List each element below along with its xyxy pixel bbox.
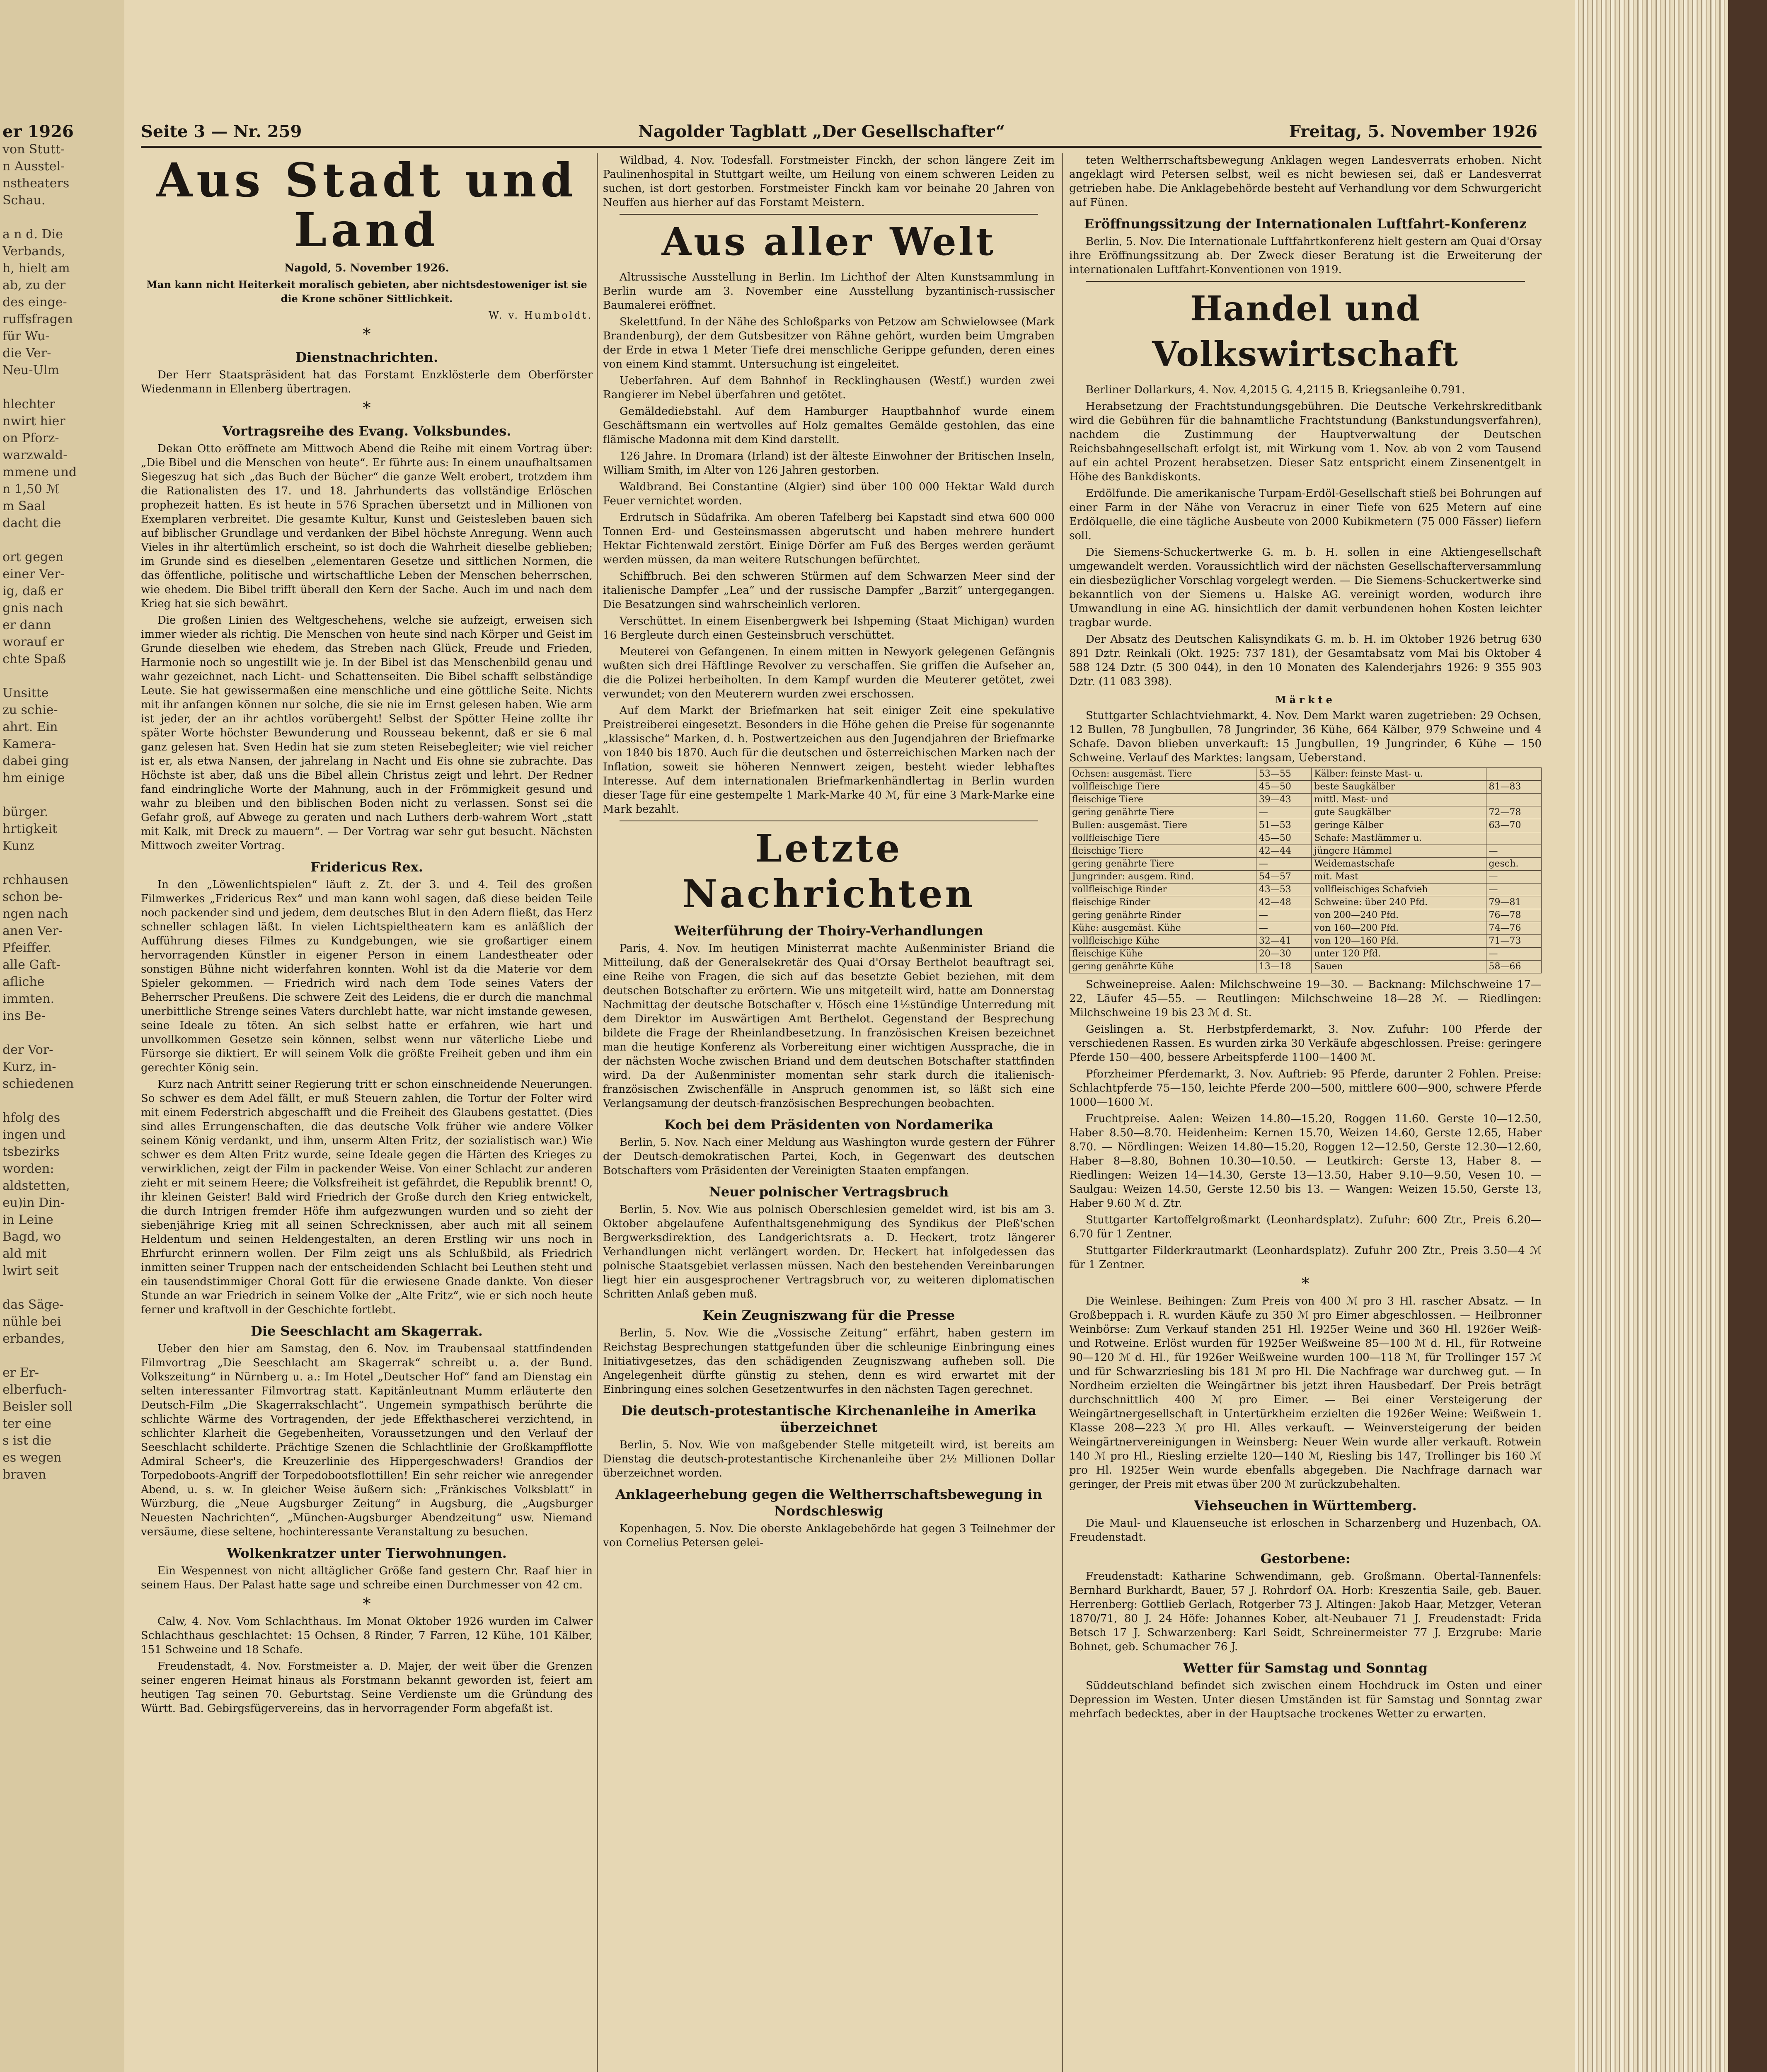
table-cell-price: 74—76 xyxy=(1486,922,1542,935)
article-heading: Wolkenkratzer unter Tierwohnungen. xyxy=(227,1545,507,1561)
article-text: Wildbad, 4. Nov. Todesfall. Forstmeister Finckh, der schon längere Zeit im Paulinenhospital in Stuttgart weilte, um Heilung von einem schweren Leiden zu suchen, ist dort gestorben. Forstmeister Finckh kam vor beinahe 20 Jahren von Neuffen aus hierher auf das Forstamt Meistern. xyxy=(603,154,1055,209)
table-cell-label: fleischige Kühe xyxy=(1070,948,1256,961)
previous-page-line xyxy=(2,1024,119,1041)
previous-page-line: afliche xyxy=(2,975,45,989)
separator-star: * xyxy=(1301,1274,1310,1293)
table-cell-label: vollfleischige Kühe xyxy=(1070,935,1256,948)
article-heading: Viehseuchen in Württemberg. xyxy=(1194,1498,1417,1513)
table-cell-price: 53—55 xyxy=(1256,768,1311,781)
cattle-price-table xyxy=(1069,767,1542,973)
article-text: Kurz nach Antritt seiner Regierung tritt er schon einschneidende Neuerungen. So schwer es dem Adel fällt, er muß Steuern zahlen, die Tortur der Folter wird mit einem Federstrich abgeschafft und die Freiheit des Glaubens gestattet. (Dies sind alles Errungenschaften, die das deutsche Volk früher wie andere Völker seinem König verdankt, und ihm, unserm Alten Fritz, der sozialistisch war.) Wie schwer es dem Alten Fritz wurde, seine Ideale gegen die Härten des Krieges zu verwirklichen, zeigt der Film in packender Weise. Von einer Schlacht zur anderen zieht er mit seinem Heere; die Volksfreiheit ist gefährdet, die Republik brennt! O, ihr kleinen Geister! Bald wird Friedrich der Große durch den Krieg entwickelt, die durch Intrigen fremder Höfe ihm aufgezwungen wurden und so zieht der siebenjährige Krieg mit all seinen Schrecknissen, aber auch mit all seinem Heldentum und seinen Heldengestalten, an deren Erstling wir uns noch in Ehrfurcht erinnern wollen. Der Film zeigt uns als Schlußbild, als Friedrich inmitten seiner Truppen nach der entscheidenden Schlacht bei Leuthen steht und ein tausendstimmiger Choral Gott für die erwiesene Gnade dankte. Von dieser Stunde an war Friedrich in seinem Volke der „Alte Fritz“, wie er sich noch heute ferner und kraftvoll in der Geschichte fortlebt. xyxy=(141,1078,593,1316)
previous-page-line xyxy=(2,379,119,396)
previous-page-line: warzwald- xyxy=(2,448,68,462)
previous-page-line: des einge- xyxy=(2,295,67,310)
previous-page-line: worden: xyxy=(2,1162,54,1176)
previous-page-line: es wegen xyxy=(2,1450,62,1465)
divider xyxy=(620,214,1038,215)
article-heading: Die Seeschlacht am Skagerrak. xyxy=(251,1323,483,1339)
article-text: Der Herr Staatspräsident hat das Forstamt Enzklösterle dem Oberförster Wiedenmann in Ellenberg übertragen. xyxy=(141,369,593,395)
previous-page-line: immten. xyxy=(2,992,55,1006)
article-heading: Koch bei dem Präsidenten von Nordamerika xyxy=(664,1117,994,1133)
separator-star: * xyxy=(363,399,371,417)
table-cell-price: — xyxy=(1256,922,1311,935)
previous-page-line: tsbezirks xyxy=(2,1145,60,1159)
previous-page-line: schon be- xyxy=(2,890,63,904)
article-heading: Neuer polnischer Vertragsbruch xyxy=(709,1184,949,1200)
table-cell-label: beste Saugkälber xyxy=(1312,781,1486,794)
table-cell-label: fleischige Tiere xyxy=(1070,845,1256,858)
previous-page-line: ahrt. Ein xyxy=(2,720,58,734)
table-row xyxy=(1070,935,1542,948)
table-cell-price: 51—53 xyxy=(1256,819,1311,832)
article-text: Berlin, 5. Nov. Die Internationale Luftfahrtkonferenz hielt gestern am Quai d'Orsay ihre Eröffnungssitzung ab. Der Zweck dieser Beratung ist die Erweiterung der internationalen Luftfahrt-Konventionen von 1919. xyxy=(1069,235,1542,276)
section-title-handel: Handel und Volkswirtschaft xyxy=(1152,289,1459,374)
markets-heading: Märkte xyxy=(1275,694,1336,706)
article-heading: Eröffnungssitzung der Internationalen Luftfahrt-Konferenz xyxy=(1084,216,1527,232)
article-heading: Wetter für Samstag und Sonntag xyxy=(1183,1660,1428,1676)
article-text: Erdrutsch in Südafrika. Am oberen Tafelberg bei Kapstadt sind etwa 600 000 Tonnen Erd- und Gesteinsmassen abgerutscht und haben mehrere hundert Hektar Fichtenwald zerstört. Einige Dörfer am Fuß des Berges werden geräumt werden müssen, da man weitere Rutschungen befürchtet. xyxy=(603,511,1055,566)
previous-page-line: lwirt seit xyxy=(2,1264,59,1278)
table-cell-label: Kühe: ausgemäst. Kühe xyxy=(1070,922,1256,935)
previous-page-line: s ist die xyxy=(2,1433,52,1448)
previous-page-line xyxy=(2,668,119,685)
article-text: Meuterei von Gefangenen. In einem mitten in Newyork gelegenen Gefängnis wußten sich drei Häftlinge Revolver zu verschaffen. Sie griffen die Aufseher an, die die Polizei herbeiholten. In dem Kampf wurden die Meuterer getötet, zwei verwundet; von den Meuterern wurden zwei erschossen. xyxy=(603,646,1055,700)
table-cell-label: von 200—240 Pfd. xyxy=(1312,909,1486,922)
table-cell-label: Kälber: feinste Mast- u. xyxy=(1312,768,1486,781)
table-cell-label: gering genährte Tiere xyxy=(1070,806,1256,819)
previous-page-line: Unsitte xyxy=(2,686,49,700)
motto-author: W. v. Humboldt. xyxy=(489,310,593,321)
table-cell-label: mittl. Mast- und xyxy=(1312,794,1486,806)
article-text: Ein Wespennest von nicht alltäglicher Größe fand gestern Chr. Raaf hier in seinem Haus. Der Palast hatte sage und schreibe einen Durchmesser von 42 cm. xyxy=(141,1565,593,1591)
previous-page-line: Pfeiffer. xyxy=(2,941,52,955)
table-cell-price: 63—70 xyxy=(1486,819,1542,832)
article-heading: Die deutsch-protestantische Kirchenanleihe in Amerika überzeichnet xyxy=(621,1403,1037,1435)
article-text: Auf dem Markt der Briefmarken hat seit einiger Zeit eine spekulative Preistreiberei eingesetzt. Besonders in die Höhe gehen die Preise für sogenannte „klassische“ Marken, d. h. Postwertzeichen aus den Jugendjahren der Briefmarke von 1840 bis 1870. Auch für die deutschen und österreichischen Marken nach der Inflation, soweit sie höheren Nennwert zeigen, besteht wieder lebhaftes Interesse. Auf dem internationalen Briefmarkenhändlertag in Berlin wurden dieser Tage für eine gestempelte 1 Mark-Marke 40 ℳ, für eine 3 Mark-Marke eine Mark bezahlt. xyxy=(603,704,1055,816)
table-row xyxy=(1070,858,1542,871)
article-text: Stuttgarter Filderkrautmarkt (Leonhardsplatz). Zufuhr 200 Ztr., Preis 3.50—4 ℳ für 1 Zentner. xyxy=(1069,1244,1542,1271)
table-cell-price xyxy=(1486,768,1542,781)
previous-page-line: Kamera- xyxy=(2,737,56,751)
section-title-stadt-land: Aus Stadt und Land xyxy=(156,153,577,257)
previous-page-line: a n d. Die xyxy=(2,227,63,242)
table-cell-price: 79—81 xyxy=(1486,896,1542,909)
article-text: Berlin, 5. Nov. Wie die „Vossische Zeitung“ erfährt, haben gestern im Reichstag Besprechungen stattgefunden über die schleunige Einbringung eines Initiativgesetzes, das den schädigenden Zeugniszwang aufheben soll. Die Angelegenheit dürfte günstig zu stehen, denn es wird erwartet mit der Einbringung eines solchen Gesetzentwurfes in den nächsten Tagen gerechnet. xyxy=(603,1327,1055,1396)
table-cell-label: Ochsen: ausgemäst. Tiere xyxy=(1070,768,1256,781)
table-cell-label: geringe Kälber xyxy=(1312,819,1486,832)
article-text: Stuttgarter Kartoffelgroßmarkt (Leonhardsplatz). Zufuhr: 600 Ztr., Preis 6.20—6.70 für 1 Zentner. xyxy=(1069,1214,1542,1240)
previous-page-line: dabei ging xyxy=(2,754,69,768)
previous-page-line: er dann xyxy=(2,618,51,632)
table-cell-price: — xyxy=(1256,909,1311,922)
article-text: Kopenhagen, 5. Nov. Die oberste Anklagebehörde hat gegen 3 Teilnehmer der von Cornelius Petersen gelei- xyxy=(603,1523,1055,1549)
table-cell-label: gering genährte Kühe xyxy=(1070,961,1256,973)
previous-page-line: bürger. xyxy=(2,805,48,819)
article-text: Der Absatz des Deutschen Kalisyndikats G. m. b. H. im Oktober 1926 betrug 630 891 Dztr. Reinkali (Okt. 1925: 737 181), der Gesamtabsatz vom Mai bis Oktober 4 588 124 Dztr. (5 300 044), in den 10 Monaten des Kalenderjahrs 1926: 9 355 903 Dztr. (11 083 398). xyxy=(1069,633,1542,688)
previous-page-line: nstheaters xyxy=(2,176,70,191)
table-cell-price: 13—18 xyxy=(1256,961,1311,973)
table-cell-price: — xyxy=(1486,948,1542,961)
previous-page-header: er 1926 xyxy=(2,122,74,141)
article-text: Herabsetzung der Frachtstundungsgebühren. Die Deutsche Verkehrskreditbank wird die Gebühren für die bahnamtliche Frachtstundung (Bankstundungsverfahren), nachdem die Zustimmung der Hauptverwaltung der Deutschen Reichsbahngesellschaft erfolgt ist, mit Wirkung vom 1. Nov. ab von 2 vom Tausend auf ein achtel Prozent herabsetzen. Dieser Satz entspricht einem Zinsenentgelt in Höhe des Bankdiskonts. xyxy=(1069,400,1542,483)
table-cell-label: Schafe: Mastlämmer u. xyxy=(1312,832,1486,845)
table-row xyxy=(1070,871,1542,884)
previous-page-line: Schau. xyxy=(2,193,46,208)
table-cell-price: 42—48 xyxy=(1256,896,1311,909)
previous-page-line: einer Ver- xyxy=(2,567,65,581)
previous-page-line: mmene und xyxy=(2,465,77,479)
column-divider xyxy=(597,153,598,2072)
table-cell-label: fleischige Tiere xyxy=(1070,794,1256,806)
table-cell-price xyxy=(1486,794,1542,806)
previous-page-line: der Vor- xyxy=(2,1043,53,1057)
table-row xyxy=(1070,845,1542,858)
previous-page-line: rchhausen xyxy=(2,873,69,887)
table-cell-price: 81—83 xyxy=(1486,781,1542,794)
page-header xyxy=(141,122,1537,147)
table-row xyxy=(1070,832,1542,845)
article-text: Die Siemens-Schuckertwerke G. m. b. H. sollen in eine Aktiengesellschaft umgewandelt werden. Voraussichtlich wird der nächsten Gesellschafterversammlung ein diesbezüglicher Vorschlag vorgelegt werden. — Die Siemens-Schuckertwerke sind bekanntlich von der Siemens u. Halske AG. vereinigt worden, wodurch ihre Umwandlung in eine AG. hinsichtlich der damit verbundenen hohen Kosten leichter tragbar wurde. xyxy=(1069,546,1542,629)
article-text: Erdölfunde. Die amerikanische Turpam-Erdöl-Gesellschaft stieß bei Bohrungen auf einer Farm in der Nähe von Veracruz in einer Tiefe von 625 Metern auf eine Erdölquelle, die eine tägliche Ausbeute von 2000 Kubikmetern (75 000 Fässer) liefern soll. xyxy=(1069,487,1542,542)
section-title-aller-welt: Aus aller Welt xyxy=(661,219,996,264)
table-cell-label: vollfleischige Tiere xyxy=(1070,832,1256,845)
table-cell-price: 43—53 xyxy=(1256,884,1311,896)
previous-page-line: hm einige xyxy=(2,771,65,785)
previous-page-line: Bagd, wo xyxy=(2,1230,61,1244)
table-cell-label: Jungrinder: ausgem. Rind. xyxy=(1070,871,1256,884)
article-heading: Weiterführung der Thoiry-Verhandlungen xyxy=(674,923,984,939)
previous-page-line xyxy=(2,1092,119,1109)
table-cell-price: 54—57 xyxy=(1256,871,1311,884)
dateline: Nagold, 5. November 1926. xyxy=(284,262,449,274)
article-text: Paris, 4. Nov. Im heutigen Ministerrat machte Außenminister Briand die Mitteilung, daß der Generalsekretär des Quai d'Orsay Berthelot beauftragt sei, eine Reihe von Fragen, die sich auf das besetzte Gebiet beziehen, mit dem deutschen Botschafter zu erörtern. Wie uns mitgeteilt wird, hatte am Donnerstag Nachmittag der deutsche Botschafter v. Hösch eine 1½stündige Unterredung mit dem Direktor im Auswärtigen Amt Berthelot. Gegenstand der Besprechung bildete die Frage der Rheinlandbesetzung. In französischen Kreisen bezeichnet man die heutige Konferenz als Vorbereitung einer wichtigen Aussprache, die in der nächsten Woche zwischen Briand und dem deutschen Botschafter stattfinden wird. Da der Außenminister momentan sehr stark durch die italienisch-französischen Zwischenfälle in Anspruch genommen ist, so läßt sich eine Verlangsamung der deutsch-französischen Besprechungen beobachten. xyxy=(603,942,1055,1110)
column-2 xyxy=(603,153,1055,2072)
table-cell-price: 20—30 xyxy=(1256,948,1311,961)
article-text: Berlin, 5. Nov. Wie von maßgebender Stelle mitgeteilt wird, ist bereits am Dienstag die deutsch-protestantische Kirchenanleihe über 2½ Millionen Dollar überzeichnet worden. xyxy=(603,1439,1055,1479)
previous-page-line: nwirt hier xyxy=(2,414,65,428)
issue-date: Freitag, 5. November 1926 xyxy=(1289,122,1537,141)
article-text: Gemäldediebstahl. Auf dem Hamburger Hauptbahnhof wurde einem Geschäftsmann ein wertvolles auf Holz gemaltes Gemälde gestohlen, das eine flämische Madonna mit dem Kind darstellt. xyxy=(603,405,1055,446)
article-text: Fruchtpreise. Aalen: Weizen 14.80—15.20, Roggen 11.60. Gerste 10—12.50, Haber 8.50—8.70. Heidenheim: Kernen 15.70, Weizen 14.60, Gerste 12.65, Haber 8.70. — Nördlingen: Weizen 14.80—15.20, Roggen 12—12.50, Gerste 12.30—12.60, Haber 8—8.80, Bohnen 10.30—10.50. — Leutkirch: Gerste 13, Haber 8. — Riedlingen: Weizen 14—14.30, Gerste 13—13.50, Haber 9.10—9.50, Vesen 10. — Saulgau: Weizen 14.50, Gerste 12.50 bis 13. — Wangen: Weizen 15.50, Gerste 13, Haber 9.60 ℳ d. Ztr. xyxy=(1069,1113,1542,1210)
table-cell-price: 39—43 xyxy=(1256,794,1311,806)
previous-page-line: m Saal xyxy=(2,499,46,513)
divider xyxy=(1086,281,1525,282)
article-text: Berlin, 5. Nov. Wie aus polnisch Oberschlesien gemeldet wird, ist bis am 3. Oktober abgelaufene Aufenthaltsgenehmigung des Syndikus der Pleß'schen Bergwerksdirektion, des Landgerichtsrats a. D. Heckert, trotz längerer Verhandlungen nicht verlängert worden. Dr. Heckert hat infolgedessen das polnische Staatsgebiet verlassen müssen. Nach den bestehenden Vereinbarungen liegt hier ein ausgesprochener Vertragsbruch vor, zu weiteren diplomatischen Schritten Anlaß geben muß. xyxy=(603,1203,1055,1300)
previous-page-line xyxy=(2,532,119,549)
article-text: Berlin, 5. Nov. Nach einer Meldung aus Washington wurde gestern der Führer der Deutsch-demokratischen Partei, Koch, in Gegenwart des deutschen Botschafters vom Präsidenten der Vereinigten Staaten empfangen. xyxy=(603,1136,1055,1177)
previous-page-text xyxy=(2,141,119,1483)
separator-star: * xyxy=(363,325,371,343)
previous-page-line xyxy=(2,1347,119,1364)
table-row xyxy=(1070,896,1542,909)
previous-page-line: hfolg des xyxy=(2,1111,61,1125)
table-cell-price: 45—50 xyxy=(1256,781,1311,794)
table-cell-price: 58—66 xyxy=(1486,961,1542,973)
article-text: Altrussische Ausstellung in Berlin. Im Lichthof der Alten Kunstsammlung in Berlin wurde am 3. November eine Ausstellung byzantinisch-russischer Baumalerei eröffnet. xyxy=(603,271,1055,312)
article-text: Ueberfahren. Auf dem Bahnhof in Recklinghausen (Westf.) wurden zwei Rangierer im Nebel überfahren und getötet. xyxy=(603,375,1055,401)
previous-page-line: n Ausstel- xyxy=(2,159,65,174)
previous-page-line xyxy=(2,787,119,804)
previous-page-line: elberfuch- xyxy=(2,1382,67,1397)
article-text: Calw, 4. Nov. Vom Schlachthaus. Im Monat Oktober 1926 wurden im Calwer Schlachthaus geschlachtet: 15 Ochsen, 8 Rinder, 7 Farren, 12 Kühe, 101 Kälber, 151 Schweine und 18 Schafe. xyxy=(141,1615,593,1656)
previous-page-line: aldstetten, xyxy=(2,1179,70,1193)
table-cell-price: 32—41 xyxy=(1256,935,1311,948)
table-cell-price: — xyxy=(1256,806,1311,819)
table-cell-label: Bullen: ausgemäst. Tiere xyxy=(1070,819,1256,832)
previous-page-line: alle Gaft- xyxy=(2,958,61,972)
table-row xyxy=(1070,922,1542,935)
article-heading: Gestorbene: xyxy=(1260,1551,1351,1566)
previous-page-line: Kunz xyxy=(2,839,34,853)
previous-page-line xyxy=(2,854,119,871)
page-number: Seite 3 — Nr. 259 xyxy=(141,122,302,141)
table-row xyxy=(1070,768,1542,781)
table-row xyxy=(1070,948,1542,961)
table-cell-price: 71—73 xyxy=(1486,935,1542,948)
article-text: Berliner Dollarkurs, 4. Nov. 4,2015 G. 4,2115 B. Kriegsanleihe 0.791. xyxy=(1086,384,1465,396)
table-cell-price: gesch. xyxy=(1486,858,1542,871)
previous-page-line: von Stutt- xyxy=(2,142,65,157)
separator-star: * xyxy=(363,1595,371,1613)
previous-page-line: Neu-Ulm xyxy=(2,363,59,378)
previous-page-line: er Er- xyxy=(2,1365,39,1380)
table-cell-label: vollfleischige Tiere xyxy=(1070,781,1256,794)
article-heading: Anklageerhebung gegen die Weltherrschaftsbewegung in Nordschleswig xyxy=(615,1486,1042,1519)
article-text: Dekan Otto eröffnete am Mittwoch Abend die Reihe mit einem Vortrag über: „Die Bibel und die Menschen von heute“. Er führte aus: In einem unaufhaltsamen Siegeszug hat sich „das Buch der Bücher“ die ganze Welt erobert, trotzdem ihm die Rationalisten des 17. und 18. Jahrhunderts das vollständige Erlöschen prophezeit hatten. Es ist heute in 576 Sprachen übersetzt und in Millionen von Exemplaren verbreitet. Die gesamte Kultur, Kunst und Geistesleben bauen sich auf biblischer Grundlage und verdanken der Bibel höchste Anregung. Wenn auch Vieles in ihr altertümlich erscheint, so ist doch die Wahrheit dieselbe geblieben; im Grunde sind es dieselben „elementaren Gesetze und sittlichen Normen, die das öffentliche, politische und wirtschaftliche Leben der Menschen beherrschen, wie ehedem. Die Bibel trifft überall den Kern der Sache. Auch im und nach dem Krieg hat sie sich bewährt. xyxy=(141,443,593,610)
article-text: Pforzheimer Pferdemarkt, 3. Nov. Auftrieb: 95 Pferde, darunter 2 Fohlen. Preise: Schlachtpferde 75—150, leichte Pferde 200—500, mittlere 600—900, schwere Pferde 1000—1600 ℳ. xyxy=(1069,1068,1542,1109)
previous-page-line: gnis nach xyxy=(2,601,63,615)
newspaper-name: Nagolder Tagblatt „Der Gesellschafter“ xyxy=(638,122,1005,141)
column-divider xyxy=(1062,153,1063,2072)
article-text: Schweinepreise. Aalen: Milchschweine 19—30. — Backnang: Milchschweine 17—22, Läufer 45—55. — Reutlingen: Milchschweine 18—28 ℳ. — Riedlingen: Milchschweine 19 bis 23 ℳ d. St. xyxy=(1069,978,1542,1019)
previous-page-line: ins Be- xyxy=(2,1009,46,1023)
table-row xyxy=(1070,794,1542,806)
table-cell-label: mit. Mast xyxy=(1312,871,1486,884)
previous-page-line: chte Spaß xyxy=(2,652,66,666)
table-cell-price: 76—78 xyxy=(1486,909,1542,922)
article-text: Geislingen a. St. Herbstpferdemarkt, 3. Nov. Zufuhr: 100 Pferde der verschiedenen Rassen. Es wurden zirka 30 Verkäufe abgeschlossen. Preise: geringere Pferde 150—400, bessere Arbeitspferde 1100—1400 ℳ. xyxy=(1069,1023,1542,1064)
section-title-letzte-nachrichten: Letzte Nachrichten xyxy=(682,826,975,916)
table-cell-label: Weidemastschafe xyxy=(1312,858,1486,871)
article-text: Stuttgarter Schlachtviehmarkt, 4. Nov. Dem Markt waren zugetrieben: 29 Ochsen, 12 Bullen, 78 Jungbullen, 78 Jungrinder, 36 Kühe, 664 Kälber, 979 Schweine und 4 Schafe. Davon blieben unverkauft: 15 Jungbullen, 19 Jungrinder, 6 Kühe — 150 Schweine. Verlauf des Marktes: langsam, Ueberstand. xyxy=(1069,709,1542,764)
article-heading: Fridericus Rex. xyxy=(310,859,423,875)
column-3 xyxy=(1069,153,1542,2072)
article-text: Schiffbruch. Bei den schweren Stürmen auf dem Schwarzen Meer sind der italienische Dampfer „Lea“ und der russische Dampfer „Barzit“ untergegangen. Die Besatzungen sind wahrscheinlich verloren. xyxy=(603,570,1055,611)
previous-page-line: die Ver- xyxy=(2,346,51,361)
article-text: Süddeutschland befindet sich zwischen einem Hochdruck im Osten und einer Depression im Westen. Unter diesen Umständen ist für Samstag und Sonntag zwar mehrfach bedecktes, aber in der Hauptsache trockenes Wetter zu erwarten. xyxy=(1069,1680,1542,1720)
table-cell-label: vollfleischige Rinder xyxy=(1070,884,1256,896)
previous-page-line: worauf er xyxy=(2,635,64,649)
article-text: Waldbrand. Bei Constantine (Algier) sind über 100 000 Hektar Wald durch Feuer vernichtet worden. xyxy=(603,481,1055,507)
previous-page-line: in Leine xyxy=(2,1213,53,1227)
article-text: Die großen Linien des Weltgeschehens, welche sie aufzeigt, erweisen sich immer wieder als richtig. Die Menschen von heute sind nach Körper und Geist im Grunde dieselben wie ehedem, das Streben nach Glück, Freude und Frieden, Harmonie noch so ungestillt wie je. In der Bibel ist das Menschenbild genau und wahr gezeichnet, nach Licht- und Schattenseiten. Die Bibel schafft selbständige Leute. Sie hat gewissermaßen eine menschliche und eine göttliche Seite. Nichts mit ihr anfangen können nur solche, die sie nie im Ernst gelesen haben. Wie arm ist jeder, der an ihr achtlos vorübergeht! Selbst der Spötter Heine zollte ihr später Worte höchster Bewunderung und Rousseau bekennt, daß er sie 6 mal ganz gelesen hat. Sven Hedin hat sie zum steten Reisebegleiter; wie viel reicher ist er, als etwa Nansen, der jahrelang in Nacht und Eis ohne sie zubrachte. Das Höchste ist aber, daß uns die Bibel allein Christus zeigt und lehrt. Der Redner fand eindringliche Worte der Mahnung, auch in der Frömmigkeit gesund und wahr zu bleiben und den biblischen Boden nicht zu verlassen. Sonst sei die Gefahr groß, auf Abwege zu geraten und nach Luthers derb-wahrem Wort „statt mit Kalk, mit Dreck zu mauern“. — Der Vortrag war sehr gut besucht. Nächsten Mittwoch zweiter Vortrag. xyxy=(141,614,593,852)
previous-page-line: ab, zu der xyxy=(2,278,66,293)
previous-page-line: on Pforz- xyxy=(2,431,59,445)
previous-page-line: hrtigkeit xyxy=(2,822,58,836)
article-text: teten Weltherrschaftsbewegung Anklagen wegen Landesverrats erhoben. Nicht angeklagt wird Petersen selbst, weil es nicht bewiesen sei, daß er Landesverrat getrieben habe. Die Anklagebehörde besteht auf Verhandlung vor dem Schwurgericht auf Fünen. xyxy=(1069,154,1542,209)
table-row xyxy=(1070,819,1542,832)
article-text: Ueber den hier am Samstag, den 6. Nov. im Traubensaal stattfindenden Filmvortrag „Die Seeschlacht am Skagerrak“ schreibt u. a. der Bund. Volkszeitung“ in Nürnberg u. a.: Im Hotel „Deutscher Hof“ fand am Dienstag ein selten interessanter Filmvortrag statt. Kapitänleutnant Mumm erläuterte den Deutsch-Film „Die Skagerrakschlacht“. Ungemein sympathisch berührte die schlichte Wärme des Vortragenden, der jede Effekthascherei verzichtend, in schlichter Klarheit die Gegebenheiten, Voraussetzungen und den Verlauf der Seeschlacht schilderte. Prächtige Szenen die Schlachtlinie der Großkampfflotte Admiral Scheer's, die Kreuzerlinie des Hippergeschwaders! Grandios der Torpedoboots-Angriff der Torpedobootsflottillen! Ein sehr reicher wie anregender Abend, u. s. w. In gleicher Weise äußern sich: „Fränkisches Volksblatt“ in Würzburg, die „Neue Augsburger Zeitung“ in Augsburg, die „Augsburger Neuesten Nachrichten“, „München-Augsburger Abendzeitung“ usw. Niemand versäume, diese seltene, hochinteressante Veranstaltung zu besuchen. xyxy=(141,1343,593,1538)
previous-page-line: nühle bei xyxy=(2,1314,61,1329)
table-row xyxy=(1070,961,1542,973)
table-cell-price: — xyxy=(1486,884,1542,896)
table-row xyxy=(1070,884,1542,896)
previous-page-line: ort gegen xyxy=(2,550,64,564)
previous-page-line: hlechter xyxy=(2,397,55,411)
previous-page-line: n 1,50 ℳ xyxy=(2,482,60,496)
table-cell-label: unter 120 Pfd. xyxy=(1312,948,1486,961)
previous-page-line xyxy=(2,209,119,226)
table-cell-label: vollfleischiges Schafvieh xyxy=(1312,884,1486,896)
article-text: Skelettfund. In der Nähe des Schloßparks von Petzow am Schwielowsee (Mark Brandenburg), der dem Gutsbesitzer von Rähne gehört, wurden beim Umgraben der Erde in etwa 1 Meter Tiefe drei menschliche Gerippe gefunden, deren eines von einem Kind stammt. Untersuchung ist eingeleitet. xyxy=(603,316,1055,370)
previous-page-line: erbandes, xyxy=(2,1331,65,1346)
table-cell-price: 72—78 xyxy=(1486,806,1542,819)
previous-page-line: schiedenen xyxy=(2,1077,74,1091)
article-heading: Vortragsreihe des Evang. Volksbundes. xyxy=(222,423,511,439)
article-heading: Kein Zeugniszwang für die Presse xyxy=(702,1307,955,1323)
table-cell-label: gering genährte Rinder xyxy=(1070,909,1256,922)
column-1 xyxy=(141,153,593,2072)
previous-page-line: h, hielt am xyxy=(2,261,70,276)
article-text: Die Weinlese. Beihingen: Zum Preis von 400 ℳ pro 3 Hl. rascher Absatz. — In Großbeppach i. R. wurden Käufe zu 350 ℳ pro Eimer abgeschlossen. — Heilbronner Weinbörse: Zum Verkauf standen 251 Hl. 1925er Weine und 360 Hl. 1926er Weiß- und Rotweine. Erlöst wurden für 1925er Weißweine 85—100 ℳ d. Hl., für Rotweine 90—120 ℳ d. Hl., für 1926er Weißweine wurden 100—118 ℳ, für Trollinger 157 ℳ und für Schwarzriesling bis 181 ℳ pro Hl. Die Nachfrage war durchweg gut. — In Nordheim erzielten die Weingärtner bis jetzt ihren Hausbedarf. Der Preis beträgt durchschnittlich 400 ℳ pro Eimer. — Bei einer Versteigerung der Weingärtnergesellschaft in Untertürkheim erzielten die 1926er Weine: Weißwein 1. Klasse 208—223 ℳ pro Hl. Alles verkauft. — Weinversteigerung der beiden Weingärtnervereinigungen in Weinsberg: Neuer Wein wurde aller verkauft. Rotwein 140 ℳ pro Hl., Riesling erzielte 120—140 ℳ, Riesling bis 147, Trollinger bis 160 ℳ pro Hl. 1925er Wein wurde ebenfalls abgegeben. Die Nachfrage darnach war geringer, der Preis mit etwas über 200 ℳ zurückzubehalten. xyxy=(1069,1295,1542,1491)
previous-page-line: zu schie- xyxy=(2,703,58,717)
previous-page-line: Verbands, xyxy=(2,244,65,259)
table-cell-label: jüngere Hämmel xyxy=(1312,845,1486,858)
article-heading: Dienstnachrichten. xyxy=(295,349,438,365)
previous-page-line: ter eine xyxy=(2,1416,52,1431)
previous-page-line: das Säge- xyxy=(2,1297,64,1312)
article-text: Verschüttet. In einem Eisenbergwerk bei Ishpeming (Staat Michigan) wurden 16 Bergleute durch einen Gesteinsbruch verschüttet. xyxy=(603,615,1055,641)
previous-page-line: braven xyxy=(2,1467,46,1482)
header-rule xyxy=(141,146,1542,148)
article-text: In den „Löwenlichtspielen“ läuft z. Zt. der 3. und 4. Teil des großen Filmwerkes „Fridericus Rex“ und man kann wohl sagen, daß diese beiden Teile noch packender sind und jedem, dem deutsches Blut in den Adern fließt, das Herz schneller schlagen läßt. In vielen Lichtspieltheatern kam es anläßlich der Aufführung dieses Filmes zu Kundgebungen, wie sie großartiger einem hervorragenden Künstler in eigener Person in einem Landestheater oder sonstigen Bühne nicht widerfahren konnten. Wohl ist da die Materie vor dem Spieler gekommen. — Friedrich wird nach dem Tode seines Vaters der Beherrscher Preußens. Die schwere Zeit des Leidens, die er durch die manchmal unerbittliche Strenge seines Vaters durchlebt hatte, war nicht imstande gewesen, seine Ideale zu töten. An sich selbst hatte er erfahren, wie hart und unvollkommen Gesetze sein können, selbst wenn nur väterliche Liebe und Fürsorge sie diktiert. Er will seinem Volk die größte Freiheit geben und ihm ein gerechter König sein. xyxy=(141,879,593,1074)
previous-page-strip xyxy=(0,0,127,2072)
book-spine xyxy=(1728,0,1767,2072)
table-cell-label: von 160—200 Pfd. xyxy=(1312,922,1486,935)
previous-page-line: ingen und xyxy=(2,1128,66,1142)
table-cell-label: Schweine: über 240 Pfd. xyxy=(1312,896,1486,909)
table-cell-label: gute Saugkälber xyxy=(1312,806,1486,819)
table-cell-label: fleischige Rinder xyxy=(1070,896,1256,909)
previous-page-line: ig, daß er xyxy=(2,584,63,598)
table-cell-price: — xyxy=(1486,845,1542,858)
previous-page-line: Kurz, in- xyxy=(2,1060,56,1074)
article-text: Die Maul- und Klauenseuche ist erloschen in Scharzenberg und Huzenbach, OA. Freudenstadt. xyxy=(1069,1517,1542,1544)
table-cell-price: 42—44 xyxy=(1256,845,1311,858)
previous-page-line: eu)in Din- xyxy=(2,1196,65,1210)
table-row xyxy=(1070,909,1542,922)
previous-page-line xyxy=(2,1279,119,1296)
table-row xyxy=(1070,781,1542,794)
table-cell-label: Sauen xyxy=(1312,961,1486,973)
article-text: Freudenstadt, 4. Nov. Forstmeister a. D. Majer, der weit über die Grenzen seiner engeren Heimat hinaus als Forstmann bekannt geworden ist, feiert am heutigen Tag seinen 70. Geburtstag. Seine Verdienste um die Gründung des Württ. Bad. Gebirgsfügervereins, das in hervorragender Form abgefaßt ist. xyxy=(141,1660,593,1715)
table-cell-label: gering genährte Tiere xyxy=(1070,858,1256,871)
motto: Man kann nicht Heiterkeit moralisch gebieten, aber nichtsdestoweniger ist sie die Krone schöner Sittlichkeit. xyxy=(146,278,587,305)
previous-page-line: anen Ver- xyxy=(2,924,63,938)
table-cell-label: von 120—160 Pfd. xyxy=(1312,935,1486,948)
previous-page-line: ald mit xyxy=(2,1247,47,1261)
previous-page-line: dacht die xyxy=(2,516,61,530)
table-cell-price: 45—50 xyxy=(1256,832,1311,845)
previous-page-line: für Wu- xyxy=(2,329,50,344)
article-text: Freudenstadt: Katharine Schwendimann, geb. Großmann. Obertal-Tannenfels: Bernhard Burkhardt, Bauer, 57 J. Rohrdorf OA. Horb: Kreszentia Saile, geb. Bauer. Herrenberg: Gottlieb Gerlach, Rotgerber 73 J. Altingen: Jakob Haar, Metzger, Veteran 1870/71, 80 J. 24 Höfe: Johannes Kober, alt-Neubauer 71 J. Freudenstadt: Frida Betsch 17 J. Schwarzenberg: Karl Seidt, Schreinermeister 77 J. Erzgrube: Marie Bohnet, geb. Schumacher 76 J. xyxy=(1069,1570,1542,1653)
previous-page-line: Beisler soll xyxy=(2,1399,73,1414)
article-text: 126 Jahre. In Dromara (Irland) ist der älteste Einwohner der Britischen Inseln, William Smith, im Alter von 126 Jahren gestorben. xyxy=(603,450,1055,477)
table-cell-price xyxy=(1486,832,1542,845)
table-row xyxy=(1070,806,1542,819)
previous-page-line: ruffsfragen xyxy=(2,312,73,327)
table-cell-price: — xyxy=(1256,858,1311,871)
table-cell-price: — xyxy=(1486,871,1542,884)
previous-page-line: ngen nach xyxy=(2,907,68,921)
